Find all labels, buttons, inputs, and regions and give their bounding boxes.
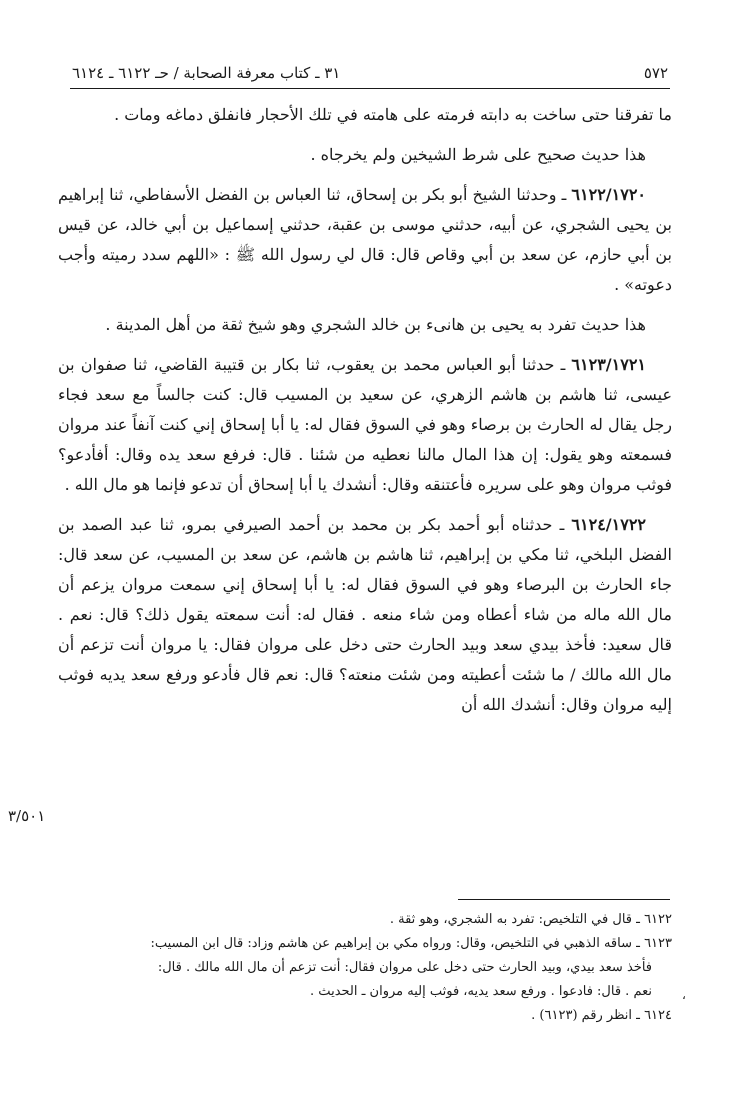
footnote-6124: ٦١٢٤ ـ انظر رقم (٦١٢٣) . bbox=[531, 1008, 672, 1023]
hadith-number-6123: ٦١٢٣/١٧٢١ bbox=[571, 355, 646, 374]
hadith-6124 bbox=[58, 510, 672, 720]
hadith-text-6123: ـ حدثنا أبو العباس محمد بن يعقوب، ثنا بكار بن قتيبة القاضي، ثنا صفوان بن عيسى، ثنا هاشم بن هاشم الزهري، عن سعيد بن المسيب قال: كنت جالساً مع سعد فجاء رجل يقال له الحارث بن برصاء وهو في السوق فقال له: يا أبا إسحاق إني كنت آنفاً عند مروان فسمعته وهو يقول: إن هذا المال مالنا نعطيه من شئنا . قال: فرفع سعد يده وقال: أفأدعو؟ فوثب مروان وهو على سريره فأعتنقه وقال: أنشدك يا أبا إسحاق أن تدعو فإنما هو مال الله . bbox=[58, 355, 672, 494]
running-title: ٣١ ـ كتاب معرفة الصحابة / حـ ٦١٢٢ ـ ٦١٢٤ bbox=[72, 64, 341, 82]
footnotes bbox=[58, 908, 672, 1028]
hadith-6123 bbox=[58, 350, 672, 500]
hadith-number-6122: ٦١٢٢/١٧٢٠ bbox=[571, 185, 647, 204]
footnote-6123-line-2: فأخذ سعد بيدي، وبيد الحارث حتى دخل على مروان فقال: أنت تزعم أن مال الله مالك . قال: bbox=[157, 960, 652, 975]
hadith-text-6122: ـ وحدثنا الشيخ أبو بكر بن إسحاق، ثنا العباس بن الفضل الأسفاطي، ثنا إبراهيم بن يحيى الشجري، عن أبيه، حدثني موسى بن عقبة، حدثني إسماعيل بن أبي خالد، عن قيس بن أبي حازم، عن سعد بن أبي وقاص قال: قال لي رسول الله ﷺ : «اللهم سدد رميته وأجب دعوته» . bbox=[58, 185, 672, 294]
hadith-text-6124: ـ حدثناه أبو أحمد بكر بن محمد بن أحمد الصيرفي بمرو، ثنا عبد الصمد بن الفضل البلخي، ثنا مكي بن إبراهيم، ثنا هاشم بن هاشم، عن سعد بن المسيب، عن سعد قال: جاء الحارث بن البرصاء وهو في السوق فقال له: يا أبا إسحاق إني سمعت مروان يزعم أن مال الله ماله من شاء أعطاه ومن شاء منعه . فقال له: أنت سمعته يقول ذلك؟ قال: نعم . قال سعيد: فأخذ بيدي سعد وبيد الحارث حتى دخل على مروان فقال: يا مروان أنت تزعم أن مال الله مالك / ما شئت أعطيته ومن شئت منعته؟ قال: نعم قال فأدعو ورفع سعد يديه فوثب إليه مروان وقال: أنشدك الله أن bbox=[58, 515, 672, 714]
stray-mark: ، bbox=[682, 988, 686, 1002]
footnote-6122: ٦١٢٢ ـ قال في التلخيص: تفرد به الشجري، وهو ثقة . bbox=[389, 912, 672, 927]
paragraph-grading-6122: هذا حديث تفرد به يحيى بن هانىء بن خالد الشجري وهو شيخ ثقة من أهل المدينة . bbox=[105, 315, 646, 334]
hadith-6122 bbox=[58, 180, 672, 300]
page-number: ٥٧٢ bbox=[643, 64, 668, 82]
paragraph-continuation: ما تفرقنا حتى ساخت به دابته فرمته على هامته في تلك الأحجار فانفلق دماغه ومات . bbox=[114, 105, 672, 124]
running-header bbox=[70, 62, 670, 89]
main-text bbox=[58, 100, 672, 730]
footnote-6123-line-3: نعم . قال: فادعوا . ورفع سعد يديه، فوثب إليه مروان ـ الحديث . bbox=[310, 984, 652, 999]
margin-volume-reference: ٣/٥٠١ bbox=[8, 807, 46, 825]
footnote-6123-line-1: ٦١٢٣ ـ ساقه الذهبي في التلخيص، وقال: ورواه مكي بن إبراهيم عن هاشم وزاد: قال ابن المسيب: bbox=[150, 936, 672, 951]
footnote-divider bbox=[458, 899, 670, 900]
paragraph-grading-6121: هذا حديث صحيح على شرط الشيخين ولم يخرجاه . bbox=[310, 145, 646, 164]
hadith-number-6124: ٦١٢٤/١٧٢٢ bbox=[571, 515, 646, 534]
